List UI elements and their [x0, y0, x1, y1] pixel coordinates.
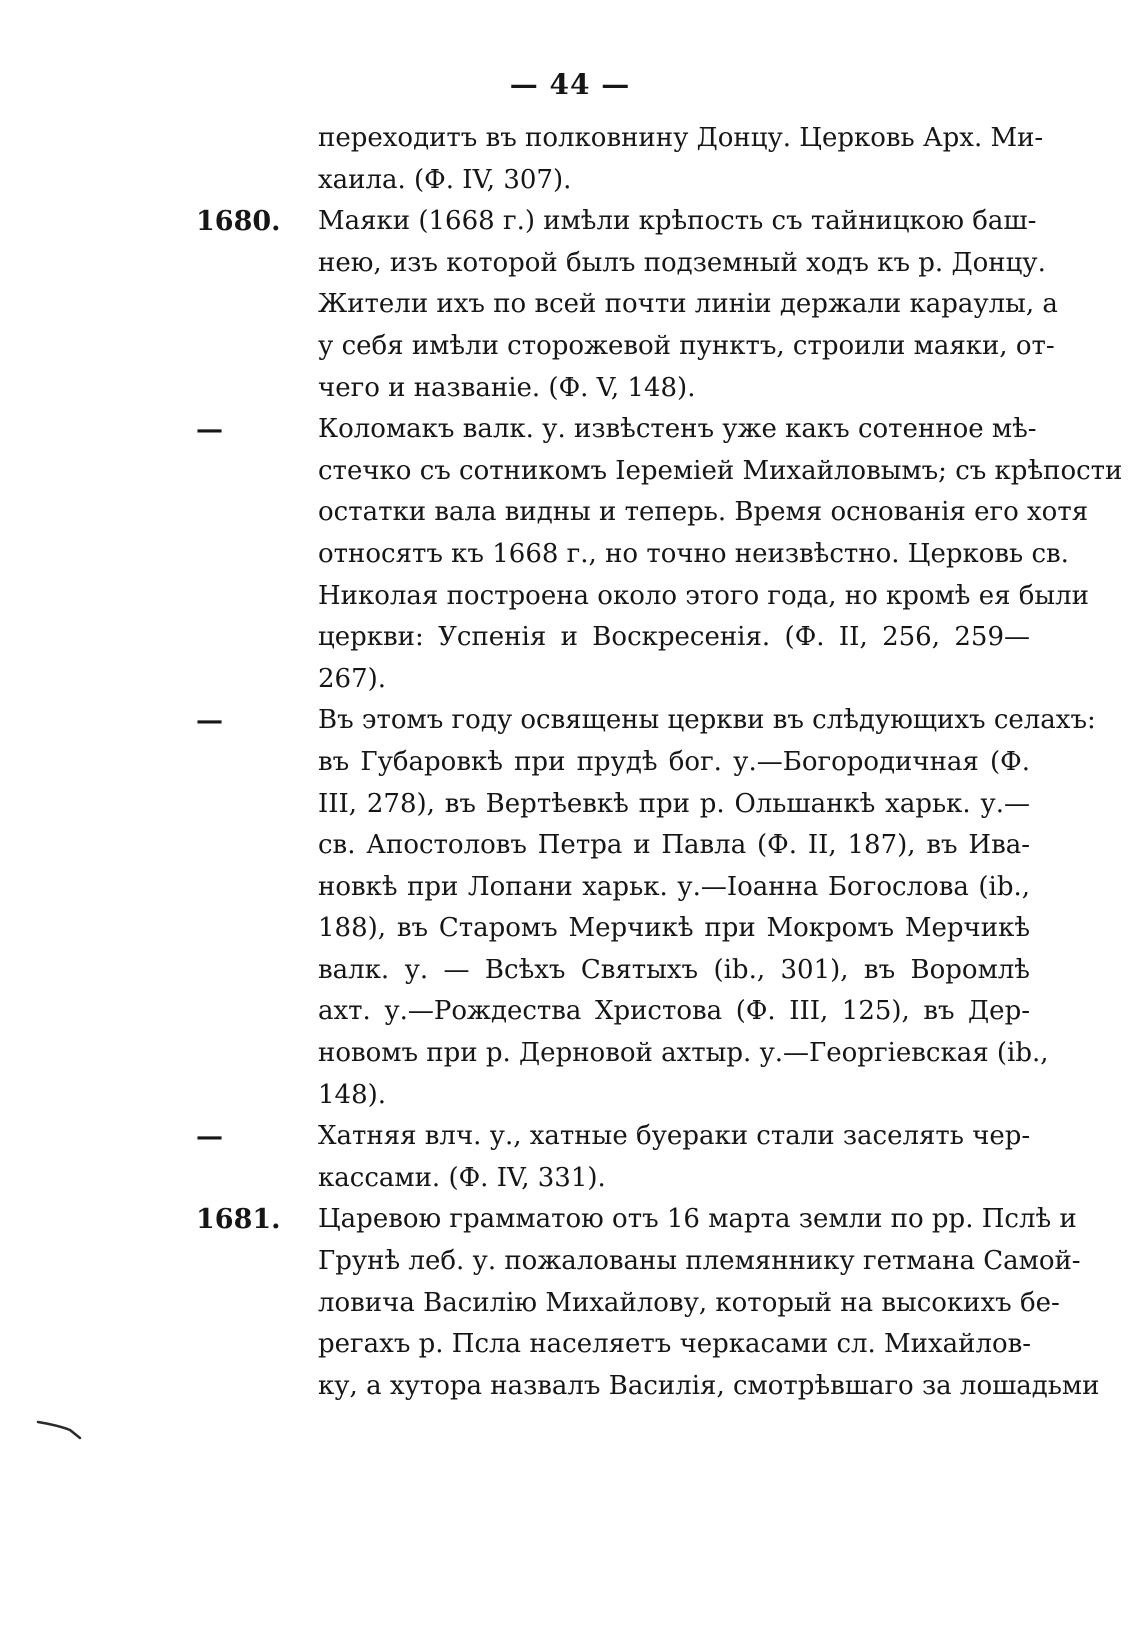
- chronicle-entry: [0, 201, 1140, 409]
- text-line: Въ этомъ году освящены церкви въ слѣдующихъ селахъ:: [318, 705, 1096, 736]
- text-line: Жители ихъ по всей почти линіи держали караулы, а: [318, 289, 1058, 320]
- text-line: чего и названіе. (Ф. V, 148).: [318, 372, 696, 403]
- text-line: Царевою грамматою отъ 16 марта земли по рр. Пслѣ и: [318, 1204, 1077, 1235]
- entry-year-marker: 1680.: [196, 206, 281, 238]
- text-line: Грунѣ леб. у. пожалованы племяннику гетмана Самой-: [318, 1246, 1081, 1277]
- page-number: — 44 —: [509, 68, 631, 101]
- text-line: св. Апостоловъ Петра и Павла (Ф. II, 187), въ Ива-: [318, 830, 1030, 861]
- stray-ink-mark: [36, 1418, 84, 1442]
- text-line: стечко съ сотникомъ Іереміей Михайловымъ; съ крѣпости: [318, 455, 1123, 486]
- text-line: у себя имѣли сторожевой пунктъ, строили маяки, от-: [318, 330, 1055, 361]
- entry-text: [318, 700, 1096, 1116]
- entry-year-marker: —: [196, 1121, 223, 1153]
- text-line: относятъ къ 1668 г., но точно неизвѣстно. Церковь св.: [318, 538, 1069, 569]
- text-line: хаила. (Ф. IV, 307).: [318, 164, 572, 195]
- text-line: новомъ при р. Дерновой ахтыр. у.—Георгіевская (ib.,: [318, 1038, 1049, 1069]
- text-line: ахт. у.—Рождества Христова (Ф. III, 125), въ Дер-: [318, 996, 1030, 1027]
- chronicle-entry: [0, 700, 1140, 1116]
- text-line: кассами. (Ф. IV, 331).: [318, 1162, 606, 1193]
- chronicle-entry: [0, 118, 1140, 201]
- entry-text: [318, 201, 1058, 409]
- text-line: Николая построена около этого года, но кромѣ ея были: [318, 580, 1089, 611]
- entry-text: [318, 409, 1123, 700]
- text-line: 188), въ Старомъ Мерчикѣ при Мокромъ Мерчикѣ: [318, 913, 1030, 944]
- entry-text: [318, 118, 1044, 201]
- text-line: 267).: [318, 663, 387, 694]
- text-line: нею, изъ которой былъ подземный ходъ къ р. Донцу.: [318, 247, 1046, 278]
- entry-year-marker: —: [196, 705, 223, 737]
- text-line: въ Губаровкѣ при прудѣ бог. у.—Богородичная (Ф.: [318, 746, 1030, 777]
- chronicle-entry: [0, 1199, 1140, 1407]
- chronicle-entries: [0, 118, 1140, 1407]
- chronicle-entry: [0, 1116, 1140, 1199]
- chronicle-entry: [0, 409, 1140, 700]
- text-line: Коломакъ валк. у. извѣстенъ уже какъ сотенное мѣ-: [318, 414, 1037, 445]
- entry-text: [318, 1199, 1100, 1407]
- text-line: 148).: [318, 1079, 387, 1110]
- text-line: ку, а хутора назвалъ Василія, смотрѣвшаго за лошадьми: [318, 1370, 1100, 1401]
- text-line: новкѣ при Лопани харьк. у.—Іоанна Богослова (ib.,: [318, 871, 1030, 902]
- entry-year-marker: —: [196, 414, 223, 446]
- text-line: III, 278), въ Вертѣевкѣ при р. Ольшанкѣ харьк. у.—: [318, 788, 1030, 819]
- text-line: валк. у. — Всѣхъ Святыхъ (ib., 301), въ Воромлѣ: [318, 954, 1030, 985]
- text-line: Маяки (1668 г.) имѣли крѣпость съ тайницкою баш-: [318, 206, 1037, 237]
- entry-text: [318, 1116, 1030, 1199]
- text-line: ловича Василію Михайлову, который на высокихъ бе-: [318, 1287, 1060, 1318]
- text-line: переходитъ въ полковнину Донцу. Церковь Арх. Ми-: [318, 123, 1044, 153]
- text-line: Хатняя влч. у., хатные буераки стали заселять чер-: [318, 1121, 1031, 1152]
- text-line: церкви: Успенія и Воскресенія. (Ф. II, 256, 259—: [318, 622, 1030, 653]
- entry-year-marker: 1681.: [196, 1204, 281, 1236]
- text-line: регахъ р. Псла населяетъ черкасами сл. Михайлов-: [318, 1329, 1032, 1360]
- text-line: остатки вала видны и теперь. Время основанія его хотя: [318, 497, 1089, 528]
